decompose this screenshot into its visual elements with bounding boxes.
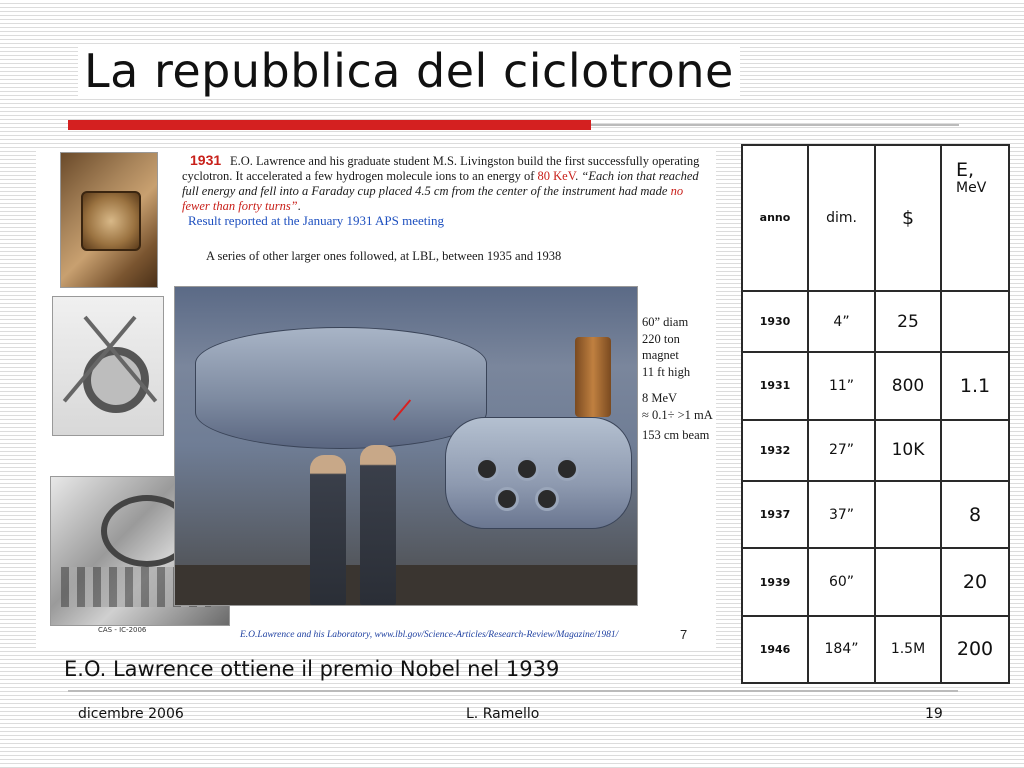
cell-cost: 10K xyxy=(875,420,941,482)
slide-title: La repubblica del ciclotrone xyxy=(78,44,740,98)
header-cost: $ xyxy=(875,145,941,291)
cell-cost: 1.5M xyxy=(875,616,941,683)
cell-energy: 200 xyxy=(941,616,1009,683)
footer-page-number: 19 xyxy=(925,706,943,722)
figure-year: 1931 xyxy=(190,152,222,168)
cyclotron-figure xyxy=(36,150,716,650)
cell-year: 1939 xyxy=(742,548,808,615)
cell-dim: 11” xyxy=(808,352,875,419)
table-row xyxy=(742,420,1009,482)
table-row xyxy=(742,548,1009,615)
table-row xyxy=(742,481,1009,548)
cell-year: 1930 xyxy=(742,291,808,353)
cell-energy: 20 xyxy=(941,548,1009,615)
table-row xyxy=(742,291,1009,353)
cell-energy xyxy=(941,420,1009,482)
cell-dim: 60” xyxy=(808,548,875,615)
figure-reference: E.O.Lawrence and his Laboratory, www.lbl.gov/Science-Articles/Research-Review/Magazine/1981/ xyxy=(240,630,619,640)
header-energy: E, MeV xyxy=(941,145,1009,291)
cell-energy xyxy=(941,291,1009,353)
cell-year: 1946 xyxy=(742,616,808,683)
table-row xyxy=(742,616,1009,683)
cell-dim: 27” xyxy=(808,420,875,482)
lawrence-cyclotron-photo xyxy=(174,286,638,606)
footer-rule xyxy=(68,690,958,692)
table-header-row xyxy=(742,145,1009,291)
cell-energy: 8 xyxy=(941,481,1009,548)
header-dim: dim. xyxy=(808,145,875,291)
cell-cost xyxy=(875,548,941,615)
cell-dim: 37” xyxy=(808,481,875,548)
cell-cost: 800 xyxy=(875,352,941,419)
figure-result-line: Result reported at the January 1931 APS meeting xyxy=(188,213,444,228)
cell-year: 1931 xyxy=(742,352,808,419)
cell-year: 1937 xyxy=(742,481,808,548)
figure-series-line: A series of other larger ones followed, at LBL, between 1935 and 1938 xyxy=(206,249,562,263)
cyclotron-drawing-photo xyxy=(52,296,164,436)
first-cyclotron-photo xyxy=(60,152,158,288)
footer-author: L. Ramello xyxy=(466,706,540,722)
cyclotron-table xyxy=(741,144,1008,684)
cell-energy: 1.1 xyxy=(941,352,1009,419)
nobel-caption: E.O. Lawrence ottiene il premio Nobel nel 1939 xyxy=(64,657,560,681)
title-underline-red xyxy=(68,120,591,130)
cell-year: 1932 xyxy=(742,420,808,482)
small-photo-caption: CAS - IC-2006 xyxy=(98,626,147,634)
cell-dim: 184” xyxy=(808,616,875,683)
table-row xyxy=(742,352,1009,419)
title-underline-gray xyxy=(591,124,959,126)
cell-cost: 25 xyxy=(875,291,941,353)
footer-date: dicembre 2006 xyxy=(78,706,184,722)
cell-cost xyxy=(875,481,941,548)
figure-page-number: 7 xyxy=(680,627,688,642)
figure-description: E.O. Lawrence and his graduate student M.S. Livingston build the first successfully operating cyclotron. It accelerated a few hydrogen molecule ions to an energy of 80 KeV. “Each ion that reached full energy and fell into a Faraday cup placed 4.5 cm from the center of the instrument had made no fewer than forty turns”. xyxy=(182,154,700,213)
figure-specs: 60” diam 220 ton magnet 11 ft high 8 MeV ≈ 0.1÷ >1 mA 153 cm beam xyxy=(642,315,713,442)
cell-dim: 4” xyxy=(808,291,875,353)
header-year: anno xyxy=(742,145,808,291)
